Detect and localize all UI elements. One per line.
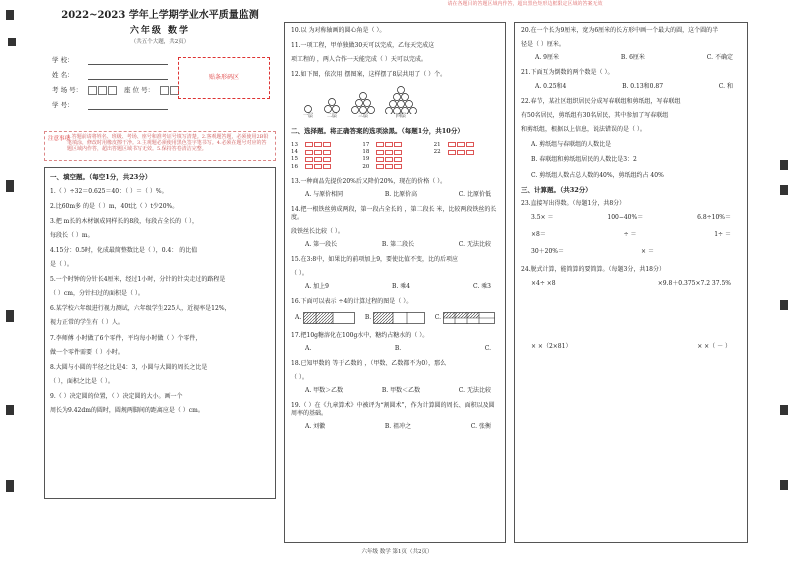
grid-num-13: 13 bbox=[291, 141, 298, 148]
question-19-options bbox=[291, 424, 499, 431]
student-no-field[interactable] bbox=[88, 101, 168, 110]
question-18-options bbox=[291, 388, 499, 395]
bubble-b[interactable] bbox=[385, 150, 393, 155]
q24-item-1: ×4÷ ×8 bbox=[531, 279, 556, 287]
bubble-c[interactable] bbox=[323, 150, 331, 155]
question-14b: 段铁丝长比较（ ）。 bbox=[291, 228, 344, 236]
question-9b: 周长为9.42dm的圆时，圆规两脚间的距离应是（ ）cm。 bbox=[50, 407, 204, 415]
bubble-c[interactable] bbox=[323, 142, 331, 147]
question-2: 2.比60m多 的是（ ）m，40t比（ ）t少20%。 bbox=[50, 202, 179, 210]
q18-option-c: C. 无法比较 bbox=[458, 387, 491, 395]
page-footer: 六年级 数学 第1页（共2页） bbox=[361, 548, 433, 555]
question-16-figures bbox=[291, 312, 499, 324]
question-15-options bbox=[291, 284, 499, 291]
q14-option-c: C. 无法比较 bbox=[458, 241, 491, 249]
bubble-c[interactable] bbox=[466, 142, 474, 147]
bubble-c[interactable] bbox=[323, 164, 331, 169]
question-1: 1.（ ）÷32＝0.625＝40：（ ）＝（ ）%。 bbox=[50, 187, 168, 195]
dot-label-4: 四层 bbox=[396, 113, 407, 120]
question-14: 14.把一根铁丝剪成两段，第一段占全长的 ，第二段长 米，比较两段铁丝的长度。 bbox=[291, 205, 497, 221]
question-6b: 视力正常的学生有（ ）人。 bbox=[50, 319, 124, 327]
q24-item-2: ×9.8＋0.375×7.2 37.5% bbox=[657, 279, 731, 287]
bubble-b[interactable] bbox=[457, 150, 465, 155]
q23-item-4: ×8＝ bbox=[531, 231, 546, 239]
q19-option-c: C. 张衡 bbox=[470, 423, 491, 431]
dot-pattern-figure bbox=[303, 86, 499, 120]
question-23: 23.直接写出得数。（每题1分，共8分） bbox=[521, 200, 626, 208]
top-notice: 请在各题目的答题区域内作答，超出黑色矩形边框限定区域的答案无效 bbox=[447, 1, 603, 7]
bubble-c[interactable] bbox=[394, 164, 402, 169]
question-20: 20.在一个长为9厘米，宽为6厘米的长方形中画一个最大的圆，这个圆的半 bbox=[521, 27, 719, 34]
bubble-b[interactable] bbox=[385, 157, 393, 162]
question-4: 4.15分：0.5时，化成最简整数比是（ ），0.4： 的比值 bbox=[50, 247, 198, 254]
grid-num-18: 18 bbox=[362, 148, 370, 155]
question-17-options bbox=[291, 346, 499, 353]
bubble-b[interactable] bbox=[385, 142, 393, 147]
exam-room-label: 考 场 号： bbox=[52, 85, 83, 94]
left-registration-marks bbox=[6, 10, 16, 555]
bubble-b[interactable] bbox=[314, 150, 322, 155]
school-label: 学 校： bbox=[52, 55, 74, 64]
bubble-a[interactable] bbox=[448, 142, 456, 147]
bubble-c[interactable] bbox=[394, 157, 402, 162]
q23-item-2: 100−40%＝ bbox=[607, 214, 644, 222]
question-21: 21.下面互为倒数的两个数是（ ）。 bbox=[521, 69, 614, 77]
dot-label-3: 三层 bbox=[358, 113, 369, 120]
q13-option-c: C. 比原价低 bbox=[458, 190, 491, 198]
bubble-c[interactable] bbox=[466, 150, 474, 155]
dot-layer-3 bbox=[351, 92, 375, 114]
bubble-a[interactable] bbox=[376, 142, 384, 147]
section-1-title: 一、填空题。（每空1分，共23分） bbox=[50, 173, 152, 182]
name-label: 姓 名： bbox=[52, 70, 74, 79]
question-16: 16.下面可以表示 ÷4的计算过程的图是（ ）。 bbox=[291, 298, 413, 306]
column-1 bbox=[44, 6, 276, 551]
q16-option-c: C. bbox=[434, 313, 441, 321]
q22-option-a: A. 剪纸组与春联组的人数比是 bbox=[531, 141, 612, 149]
section-2-title: 二、选择题。将正确答案的选项涂黑。（每题1分，共10分） bbox=[291, 127, 464, 136]
q23-item-6: 1÷ ＝ bbox=[714, 231, 731, 239]
grid-num-19: 19 bbox=[362, 156, 370, 163]
question-14-options bbox=[291, 242, 499, 249]
grid-num-15: 15 bbox=[291, 156, 298, 163]
bubble-c[interactable] bbox=[394, 150, 402, 155]
section-3-title: 三、计算题。（共32分） bbox=[521, 185, 592, 194]
q22-option-b: B. 春联组和剪纸组居民的人数比是3：2 bbox=[531, 156, 637, 164]
question-7b: 做一个零件需要（ ）小时。 bbox=[50, 348, 124, 356]
q24-item-4: × ×（ － ） bbox=[697, 342, 731, 350]
q16-option-a: A. bbox=[295, 313, 302, 321]
column-2 bbox=[284, 22, 506, 543]
column-3 bbox=[514, 22, 748, 543]
question-6: 6.某学校六年级进行视力测试，六年级学生225人，近视率是12%， bbox=[50, 305, 231, 313]
q24-row-1 bbox=[521, 281, 741, 288]
bubble-a[interactable] bbox=[305, 142, 313, 147]
seat-boxes[interactable] bbox=[160, 86, 180, 95]
q23-item-3: 6.8÷10%＝ bbox=[697, 214, 731, 222]
hatch-bar-b bbox=[373, 312, 425, 324]
bubble-a[interactable] bbox=[376, 164, 384, 169]
dot-label-2: 二层 bbox=[327, 113, 338, 120]
question-22b: 有50名居民，剪纸组有30名居民，其中参加了写春联组 bbox=[521, 112, 669, 120]
q15-option-b: B. 乘4 bbox=[391, 283, 410, 291]
question-9: 9.（ ）决定圆的位置，（ ）决定圆的大小。画一个 bbox=[50, 392, 183, 400]
question-13-options bbox=[291, 192, 499, 199]
q23-row-1 bbox=[521, 215, 741, 222]
bubble-c[interactable] bbox=[394, 142, 402, 147]
dot-label-1: 一层 bbox=[303, 113, 314, 120]
q24-row-2 bbox=[521, 344, 741, 351]
notice-tag: 注意事项 bbox=[48, 136, 71, 143]
q21-option-c: C. 和 bbox=[718, 83, 733, 91]
question-12: 12.如下图，依次用 摆图案，这样摆了8层共用了（ ）个。 bbox=[291, 71, 447, 79]
bubble-b[interactable] bbox=[314, 142, 322, 147]
bubble-b[interactable] bbox=[385, 164, 393, 169]
q23-row-2 bbox=[521, 232, 741, 239]
q23-item-7: 30＋20%＝ bbox=[531, 247, 564, 255]
q17-option-a: A. bbox=[305, 345, 312, 353]
exam-title: 2022~2023 学年上学期学业水平质量监测 bbox=[61, 10, 259, 21]
exam-room-boxes[interactable] bbox=[88, 86, 118, 95]
barcode-area: 贴条形码区 bbox=[178, 57, 270, 99]
question-17: 17.把10g糖溶化在100g水中，糖约占糖水的（ ）。 bbox=[291, 332, 429, 340]
bubble-c[interactable] bbox=[323, 157, 331, 162]
grid-num-22: 22 bbox=[433, 148, 441, 155]
q17-option-b: B. bbox=[394, 345, 402, 353]
question-15b: （ ）。 bbox=[291, 270, 308, 278]
bubble-b[interactable] bbox=[314, 157, 322, 162]
exam-note: （共五个大题，共2页） bbox=[130, 38, 190, 45]
question-3b: 每段长（ ）m。 bbox=[50, 231, 94, 239]
grid-num-21: 21 bbox=[433, 141, 441, 148]
right-registration-marks bbox=[780, 10, 790, 555]
grid-num-20: 20 bbox=[362, 163, 370, 170]
question-22: 22.春节，某社区组织居民分成写春联组和剪纸组，写春联组 bbox=[521, 98, 681, 106]
question-21-options bbox=[521, 84, 741, 91]
school-field[interactable] bbox=[88, 56, 168, 65]
question-10: 10.以 为对称轴画的圆心角是（ ）。 bbox=[291, 27, 386, 34]
question-8: 8.大圆与小圆的半径之比是4：3，小圆与大圆的周长之比是 bbox=[50, 363, 208, 371]
question-11: 11.一项工程，甲单独做30天可以完成，乙每天完成这 bbox=[291, 42, 435, 50]
q15-option-a: A. 加上9 bbox=[305, 283, 329, 291]
question-20-options bbox=[521, 55, 741, 62]
q14-option-a: A. 第一段长 bbox=[305, 241, 338, 249]
q22-option-c: C. 剪纸组人数占总人数的40%，剪纸组约占 40% bbox=[531, 171, 664, 179]
grid-num-14: 14 bbox=[291, 148, 298, 155]
q18-option-b: B. 甲数＜乙数 bbox=[381, 387, 421, 395]
q13-option-b: B. 比原价高 bbox=[384, 190, 418, 198]
question-19: 19.（ ）在《九章算术》中被评为“割圆术”，作为计算圆的周长、面积以及圆周率的基础。 bbox=[291, 402, 495, 418]
q23-item-1: 3.5× ＝ bbox=[531, 214, 554, 222]
q23-row-3 bbox=[521, 249, 741, 256]
bubble-b[interactable] bbox=[457, 142, 465, 147]
question-15: 15.在3:8中，如果比的前项加上9，要使比值不变，比的后项应 bbox=[291, 256, 459, 263]
question-8b: （ ），面积之比是（ ）。 bbox=[50, 377, 114, 385]
question-4b: 是（ ）。 bbox=[50, 261, 73, 269]
section-1-box bbox=[44, 167, 276, 499]
dot-layer-2 bbox=[323, 98, 341, 114]
dot-layer-4 bbox=[385, 86, 417, 114]
bubble-a[interactable] bbox=[305, 157, 313, 162]
q24-item-3: × ×（2×81） bbox=[531, 342, 572, 350]
hatch-bar-a bbox=[303, 312, 355, 324]
question-20b: 径是（ ）厘米。 bbox=[521, 41, 565, 49]
question-7: 7.李师傅 小时做了6个零件，平均每小时做（ ）个零件， bbox=[50, 334, 202, 342]
hatch-bar-c bbox=[443, 312, 495, 324]
bubble-a[interactable] bbox=[305, 164, 313, 169]
q20-option-b: B. 6厘米 bbox=[620, 54, 645, 62]
question-5: 5.一个时钟的分针长4厘米，经过1小时，分针的针尖走过的路程是 bbox=[50, 276, 226, 284]
name-field[interactable] bbox=[88, 71, 168, 80]
bubble-a[interactable] bbox=[376, 157, 384, 162]
bubble-a[interactable] bbox=[376, 150, 384, 155]
q15-option-c: C. 乘3 bbox=[472, 283, 491, 291]
bubble-a[interactable] bbox=[305, 150, 313, 155]
q19-option-b: B. 祖冲之 bbox=[384, 423, 412, 431]
bubble-b[interactable] bbox=[314, 164, 322, 169]
question-18b: （ ）。 bbox=[291, 374, 308, 382]
q23-item-5: ÷ ＝ bbox=[623, 231, 637, 239]
question-13: 13.一种商品先提价20%后又降价20%，现在的价格（ ）。 bbox=[291, 177, 447, 185]
q20-option-a: A. 9厘米 bbox=[535, 54, 559, 62]
question-5b: （ ）cm，分针扫过的面积是（ ）。 bbox=[50, 290, 144, 298]
question-18: 18.已知甲数的 等于乙数的 ，（甲数、乙数都不为0），那么 bbox=[291, 360, 447, 368]
question-11b: 项工程的 ，两人合作一天能完成（ ）天可以完成。 bbox=[291, 56, 427, 64]
q18-option-a: A. 甲数＞乙数 bbox=[305, 387, 344, 395]
student-info bbox=[44, 53, 276, 129]
bubble-a[interactable] bbox=[448, 150, 456, 155]
notice-box bbox=[44, 131, 276, 161]
q13-option-a: A. 与原价相同 bbox=[305, 190, 344, 198]
notice-text: 1.答题前请将姓名、班级、考场、座号和准考证号填写清楚。2.客观题答题，必须使用2B铅笔填涂，修改时用橡皮擦干净。3.主观题必须使用黑色签字笔书写。4.必须在题号对应的答题区域内作答，超出答题区域书写无效。5.保持答卷清洁完整。 bbox=[67, 134, 269, 152]
q21-option-a: A. 0.25和4 bbox=[535, 83, 567, 91]
q23-item-8: × ＝ bbox=[641, 247, 654, 255]
q16-option-b: B. bbox=[364, 313, 372, 321]
exam-subject: 六年级 数学 bbox=[129, 25, 191, 36]
question-22c: 和剪纸组，根据以上信息，说法错误的是（ ）。 bbox=[521, 126, 646, 134]
q21-option-b: B. 0.13和0.87 bbox=[622, 83, 664, 91]
question-3: 3.把 m长的木材锯成同样长的8段，每段占全长的（ ）， bbox=[50, 217, 199, 225]
seat-label: 座 位 号： bbox=[124, 85, 155, 94]
student-no-label: 学 号： bbox=[52, 100, 74, 109]
choice-answer-grid bbox=[291, 142, 499, 170]
question-24: 24.脱式计算，能简算的要简算。（每题3分，共18分） bbox=[521, 265, 665, 273]
q19-option-a: A. 刘徽 bbox=[305, 423, 326, 431]
q14-option-b: B. 第二段长 bbox=[381, 241, 415, 249]
q20-option-c: C. 不确定 bbox=[706, 54, 733, 62]
grid-num-16: 16 bbox=[291, 163, 298, 170]
q17-option-c: C. bbox=[484, 345, 491, 353]
grid-num-17: 17 bbox=[362, 141, 370, 148]
